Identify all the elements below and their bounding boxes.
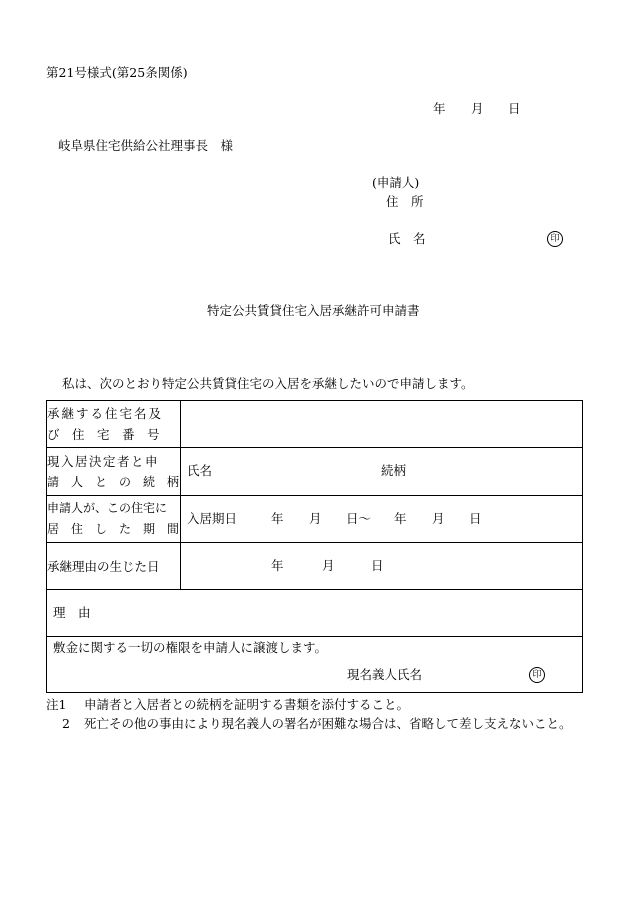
current-holder-seal-mark: 印 xyxy=(529,667,545,683)
deposit-cell xyxy=(47,637,583,693)
residence-label-line1: 承継する住宅名及 xyxy=(47,406,164,421)
document-title: 特定公共賃貸住宅入居承継許可申請書 xyxy=(207,303,420,318)
addressee: 岐阜県住宅供給公社理事長 様 xyxy=(58,138,234,153)
residence-input-cell[interactable] xyxy=(181,401,583,448)
period-label-cell xyxy=(47,496,181,543)
relation-relation-label: 続柄 xyxy=(381,463,407,478)
table-row-reason xyxy=(47,590,583,637)
application-table xyxy=(46,400,583,693)
relation-name-label: 氏名 xyxy=(187,463,213,478)
succession-month-label: 月 xyxy=(322,558,335,573)
period-month-label: 月 xyxy=(309,511,322,526)
current-holder-name-label: 現名義人氏名 xyxy=(347,667,423,682)
succession-date-label: 承継理由の生じた日 xyxy=(47,558,160,574)
table-row-deposit xyxy=(47,637,583,693)
date-year-label: 年 xyxy=(433,101,446,116)
succession-date-label-cell xyxy=(47,543,181,590)
residence-label-cell xyxy=(47,401,181,448)
period-year2-label: 年 xyxy=(394,511,407,526)
applicant-seal-mark: 印 xyxy=(547,231,563,247)
period-year-label: 年 xyxy=(271,511,284,526)
note-2-prefix: 2 xyxy=(62,716,70,731)
applicant-name-label: 氏 名 xyxy=(388,231,426,246)
note-1-text: 申請者と入居者との続柄を証明する書類を添付すること。 xyxy=(84,697,410,712)
intro-statement: 私は、次のとおり特定公共賃貸住宅の入居を承継したいので申請します。 xyxy=(62,376,474,391)
form-number: 第21号様式(第25条関係) xyxy=(46,65,188,80)
succession-date-input-cell[interactable] xyxy=(181,543,583,590)
reason-cell[interactable] xyxy=(47,590,583,637)
period-label-line2: 居 住 し た 期 間 xyxy=(47,522,180,536)
table-row-relation xyxy=(47,448,583,496)
period-month2-label: 月 xyxy=(432,511,445,526)
period-day-tilde-label: 日〜 xyxy=(346,511,372,526)
table-row-period xyxy=(47,496,583,543)
period-day2-label: 日 xyxy=(469,511,482,526)
table-row-residence xyxy=(47,401,583,448)
relation-label-cell xyxy=(47,448,181,496)
period-input-cell[interactable] xyxy=(181,496,583,543)
succession-day-label: 日 xyxy=(371,558,384,573)
relation-label-line1: 現入居決定者と申 xyxy=(47,453,160,469)
period-label-line1: 申請人が、この住宅に xyxy=(47,501,168,515)
note-1-prefix: 注1 xyxy=(46,697,67,712)
residence-label-line2: び 住 宅 番 号 xyxy=(47,427,160,442)
table-row-succession-date xyxy=(47,543,583,590)
date-day-label: 日 xyxy=(508,101,521,116)
note-2-text: 死亡その他の事由により現名義人の署名が困難な場合は、省略して差し支えないこと。 xyxy=(84,716,572,731)
deposit-transfer-statement: 敷金に関する一切の権限を申請人に譲渡します。 xyxy=(53,640,328,655)
relation-label-line2: 請 人 と の 続 柄 xyxy=(47,474,180,489)
succession-year-label: 年 xyxy=(271,558,284,573)
applicant-address-label: 住 所 xyxy=(386,194,424,209)
applicant-label: (申請人) xyxy=(372,175,420,190)
period-entry-label: 入居期日 xyxy=(187,511,238,526)
reason-label: 理 由 xyxy=(53,605,91,620)
relation-input-cell[interactable] xyxy=(181,448,583,496)
date-month-label: 月 xyxy=(471,101,484,116)
